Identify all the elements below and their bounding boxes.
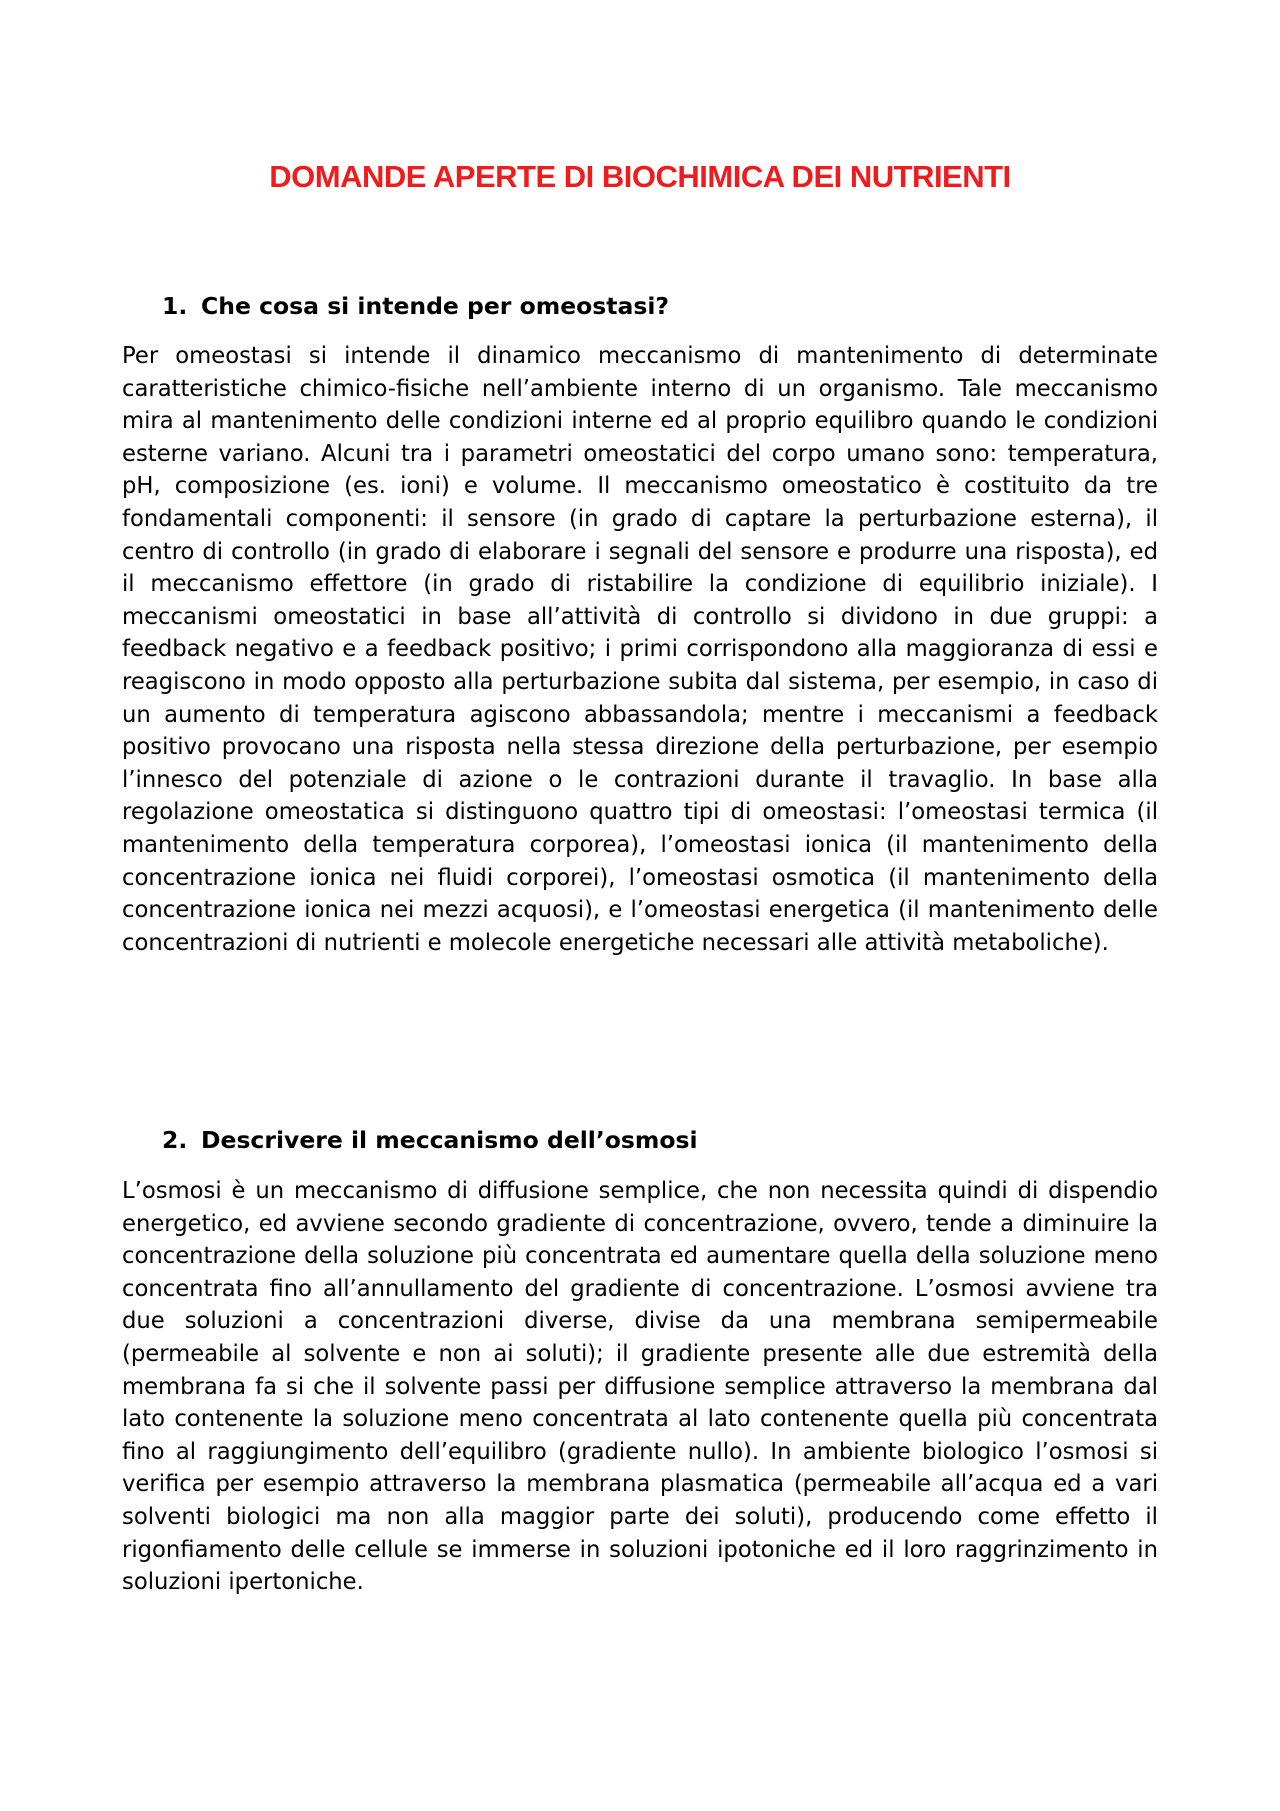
question-heading <box>162 291 1162 321</box>
question-heading <box>162 1125 1162 1155</box>
answer-paragraph: L’osmosi è un meccanismo di diffusione semplice, che non necessita quindi di dispendio energetico, ed avviene secondo gradiente di concentrazione, ovvero, tende a diminuire la concentrazione della soluzione più concentrata ed aumentare quella della soluzione meno concentrata fino all’annullamento del gradiente di concentrazione. L’osmosi avviene tra due soluzioni a concentrazioni diverse, divise da una membrana semipermeabile (permeabile al solvente e non ai soluti); il gradiente presente alle due estremità della membrana fa si che il solvente passi per diffusione semplice attraverso la membrana dal lato contenente la soluzione meno concentrata al lato contenente quella più concentrata fino al raggiungimento dell’equilibro (gradiente nullo). In ambiente biologico l’osmosi si verifica per esempio attraverso la membrana plasmatica (permeabile all’acqua ed a vari solventi biologici ma non alla maggior parte dei soluti), producendo come effetto il rigonfiamento delle cellule se immerse in soluzioni ipotoniche ed il loro raggrinzimento in soluzioni ipertoniche. <box>122 1178 1158 1596</box>
question-number: 1. <box>162 292 188 320</box>
answer-paragraph: Per omeostasi si intende il dinamico meccanismo di mantenimento di determinate caratteristiche chimico-fisiche nell’ambiente interno di un organismo. Tale meccanismo mira al mantenimento delle condizioni interne ed al proprio equilibro quando le condizioni esterne variano. Alcuni tra i parametri omeostatici del corpo umano sono: temperatura, pH, composizione (es. ioni) e volume. Il meccanismo omeostatico è costituito da tre fondamentali componenti: il sensore (in grado di captare la perturbazione esterna), il centro di controllo (in grado di elaborare i segnali del sensore e produrre una risposta), ed il meccanismo effettore (in grado di ristabilire la condizione di equilibrio iniziale). I meccanismi omeostatici in base all’attività di controllo si dividono in due gruppi: a feedback negativo e a feedback positivo; i primi corrispondono alla maggioranza di essi e reagiscono in modo opposto alla perturbazione subita dal sistema, per esempio, in caso di un aumento di temperatura agiscono abbassandola; mentre i meccanismi a feedback positivo provocano una risposta nella stessa direzione della perturbazione, per esempio l’innesco del potenziale di azione o le contrazioni durante il travaglio. In base alla regolazione omeostatica si distinguono quattro tipi di omeostasi: l’omeostasi termica (il mantenimento della temperatura corporea), l’omeostasi ionica (il mantenimento della concentrazione ionica nei fluidi corporei), l’omeostasi osmotica (il mantenimento della concentrazione ionica nei mezzi acquosi), e l’omeostasi energetica (il mantenimento delle concentrazioni di nutrienti e molecole energetiche necessari alle attività metaboliche). <box>122 343 1158 956</box>
question-text: Descrivere il meccanismo dell’osmosi <box>201 1126 698 1154</box>
document-title: DOMANDE APERTE DI BIOCHIMICA DEI NUTRIENTI <box>269 159 1011 194</box>
question-text: Che cosa si intende per omeostasi? <box>201 292 670 320</box>
question-number: 2. <box>162 1126 188 1154</box>
